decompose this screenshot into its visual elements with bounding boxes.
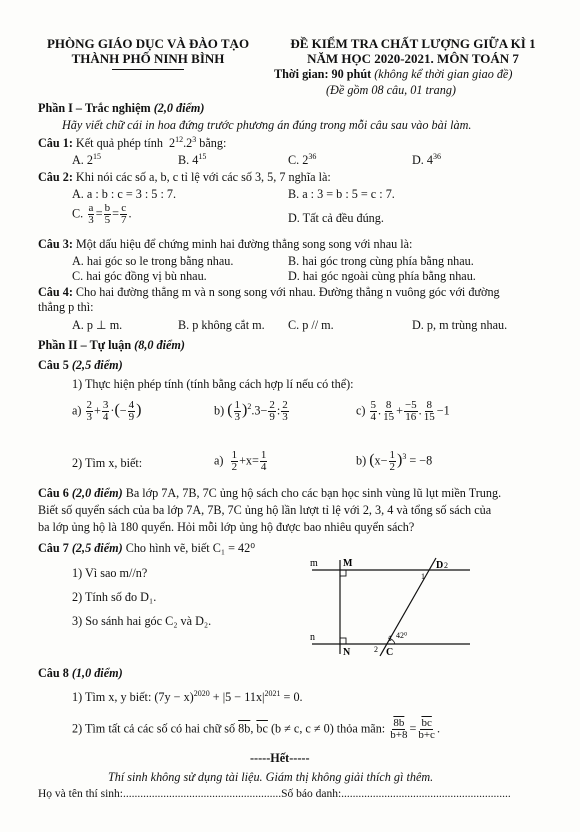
q2-option-c: C. $\frac{a}{3}$ = $\frac{b}{5}$ = $\frac{c}{7}$ . <box>72 202 132 226</box>
q5-find-b: b) (x− $\frac{1}{2}$ )$^3$ = −8 <box>356 449 433 473</box>
q7-s3: 3) So sánh hai góc C₂ và D₂. <box>72 614 212 628</box>
q4-option-a: A. p ⊥ m. <box>72 318 123 332</box>
exam-title: ĐỀ KIỂM TRA CHẤT LƯỢNG GIỮA KÌ 1 <box>290 36 536 51</box>
q5-label: Câu 5 (2,5 điểm) <box>38 358 123 372</box>
q3-option-a: A. hai góc so le trong bằng nhau. <box>72 254 234 268</box>
end-marker: -----Hết----- <box>250 751 310 765</box>
svg-text:D: D <box>436 560 444 571</box>
q6-line1: Câu 6 (2,0 điểm) Ba lớp 7A, 7B, 7C ủng hộ sách cho các bạn học sinh vùng lũ lụt miền Trung. <box>38 486 502 500</box>
q5-find-a: a) $\frac{1}{2}$ +x= $\frac{1}{4}$ <box>214 449 267 473</box>
header-divider <box>112 69 184 70</box>
svg-text:M: M <box>343 558 353 569</box>
q5-sub1: 1) Thực hiện phép tính (tính bằng cách hợp lí nếu có thể): <box>72 377 354 391</box>
q2-option-b: B. a : 3 = b : 5 = c : 7. <box>288 187 395 201</box>
q7-s1: 1) Vì sao m//n? <box>72 566 148 580</box>
footer-note: Thí sinh không sử dụng tài liệu. Giám thị không giải thích gì thêm. <box>108 770 434 784</box>
q7-stem: Câu 7 (2,5 điểm) Cho hình vẽ, biết C₁ = 42⁰ <box>38 541 256 555</box>
exam-time: Thời gian: 90 phút (không kể thời gian giao đề) <box>274 67 513 81</box>
q3-option-b: B. hai góc trong cùng phía bằng nhau. <box>288 254 474 268</box>
q8-s2: 2) Tìm tất cả các số có hai chữ số 8b, $\overline{bc}$ (b ≠ c, c ≠ 0) thỏa mãn: $\frac{8b}{b+8}$ = $\frac{\overline{bc}}{b+c}$ . <box>72 717 440 741</box>
q6-line3: ba lớp ủng hộ là 180 quyển. Hỏi mỗi lớp ủng hộ được bao nhiêu quyển sách? <box>38 520 415 534</box>
q6-line2: Biết số quyển sách của ba lớp 7A, 7B, 7C ủng hộ lần lượt tỉ lệ với 2, 3, 4 và tổng số sách của <box>38 503 492 517</box>
q2-option-a: A. a : b : c = 3 : 5 : 7. <box>72 187 177 201</box>
school-city: THÀNH PHỐ NINH BÌNH <box>71 51 225 66</box>
q4-stem-line2: thẳng p thì: <box>38 300 94 314</box>
school-name: PHÒNG GIÁO DỤC VÀ ĐÀO TẠO <box>46 36 250 51</box>
q3-stem: Câu 3: Một dấu hiệu để chứng minh hai đường thẳng song song với nhau là: <box>38 237 413 251</box>
q5-expr-b: b) ( $\frac{1}{3}$ )$^2$.3− $\frac{2}{9}$ : $\frac{2}{3}$ <box>214 399 288 423</box>
svg-text:2: 2 <box>374 645 378 654</box>
q4-option-c: C. p // m. <box>288 318 334 332</box>
svg-text:n: n <box>310 632 315 643</box>
exam-year-subject: NĂM HỌC 2020-2021. MÔN TOÁN 7 <box>307 51 519 66</box>
exam-pages: (Đề gồm 08 câu, 01 trang) <box>326 83 456 97</box>
svg-text:N: N <box>343 647 351 658</box>
q4-option-b: B. p không cắt m. <box>178 318 265 332</box>
q1-option-a: A. $2^{15}$ <box>72 152 101 168</box>
q3-option-d: D. hai góc ngoài cùng phía bằng nhau. <box>288 269 476 283</box>
q5-expr-c: c) $\frac{5}{4}$ . $\frac{8}{15}$ + $\frac{-5}{16}$ . $\frac{8}{15}$ −1 <box>356 399 450 423</box>
q1-option-b: B. $4^{15}$ <box>178 152 207 168</box>
svg-text:2: 2 <box>444 561 448 570</box>
q1-option-d: D. $4^{36}$ <box>412 152 441 168</box>
candidate-info: Họ và tên thí sinh:.......................................................Số báo danh:........................................................... <box>38 788 511 800</box>
q4-option-d: D. p, m trùng nhau. <box>412 318 508 332</box>
right-angle-m <box>340 570 346 576</box>
q7-figure <box>300 552 480 662</box>
q7-s2: 2) Tính số đo D₁. <box>72 590 157 604</box>
part1-instruction: Hãy viết chữ cái in hoa đứng trước phương án đúng trong mỗi câu sau vào bài làm. <box>62 118 472 132</box>
svg-text:1: 1 <box>421 572 425 581</box>
svg-text:C: C <box>386 647 394 658</box>
q8-label: Câu 8 (1,0 điểm) <box>38 666 123 680</box>
q1-stem: Câu 1: Kết quả phép tính $2^{12}.2^3$ bằng: <box>38 135 227 151</box>
q4-stem: Câu 4: Cho hai đường thẳng m và n song song với nhau. Đường thẳng n vuông góc với đường <box>38 285 500 299</box>
part1-title: Phần I – Trắc nghiệm (2,0 điểm) <box>38 101 205 115</box>
svg-text:1: 1 <box>388 634 392 643</box>
q3-option-c: C. hai góc đồng vị bù nhau. <box>72 269 207 283</box>
svg-text:m: m <box>310 558 318 569</box>
q5-expr-a: a) $\frac{2}{3}$ + $\frac{3}{4}$ ·(− $\frac{4}{9}$ ) <box>72 399 142 423</box>
q2-option-d: D. Tất cả đều đúng. <box>288 211 384 225</box>
q2-stem: Câu 2: Khi nói các số a, b, c tỉ lệ với các số 3, 5, 7 nghĩa là: <box>38 170 331 184</box>
right-angle-n <box>340 638 346 644</box>
q5-sub2: 2) Tìm x, biết: <box>72 456 143 470</box>
svg-text:42⁰: 42⁰ <box>396 631 408 640</box>
part2-title: Phần II – Tự luận (8,0 điểm) <box>38 338 185 352</box>
q1-option-c: C. $2^{36}$ <box>288 152 317 168</box>
q8-s1: 1) Tìm x, y biết: $(7y - x)^{2020} + |5 - 11x|^{2021} = 0$. <box>72 689 303 705</box>
